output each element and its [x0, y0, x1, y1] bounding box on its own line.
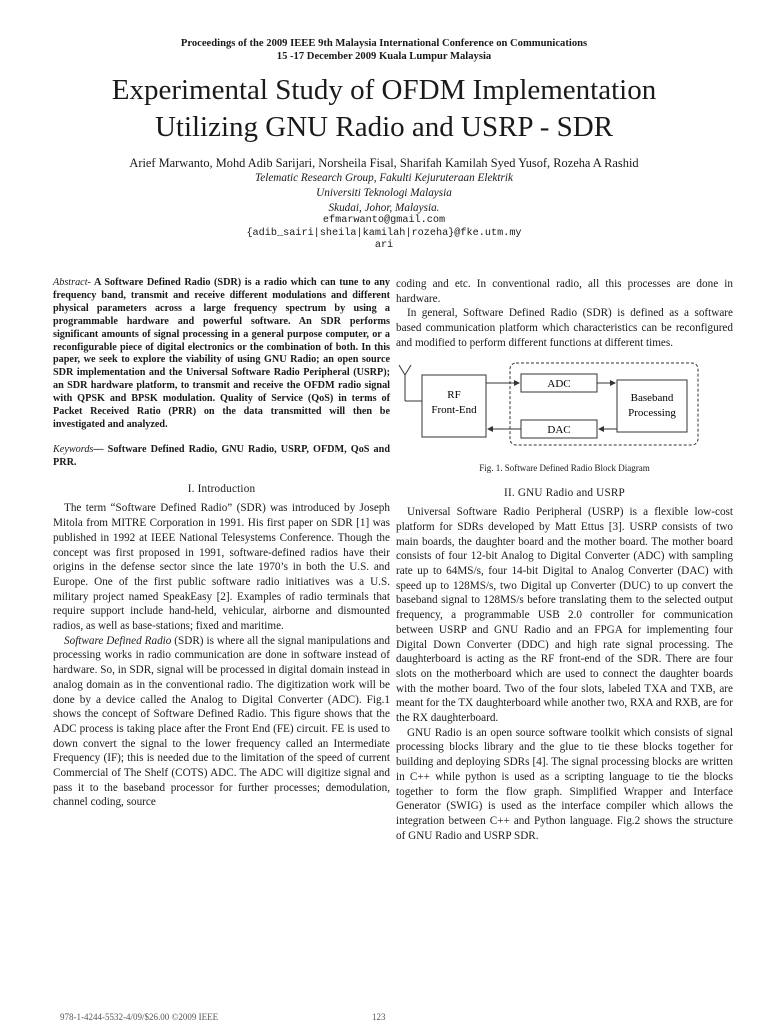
- baseband-label: Baseband: [630, 391, 674, 404]
- adc-label: ADC: [547, 377, 571, 390]
- proceedings-line-1: Proceedings of the 2009 IEEE 9th Malaysia International Conference on Communications: [180, 38, 588, 49]
- intro-paragraph-1: The term “Software Defined Radio” (SDR) was introduced by Joseph Mitola from MITRE Corporation in 1991. His first paper on SDR [1] was published in 1992 at IEEE National Telesystems Conference. Though the concept was first proposed in 1991, software-defined radios have their origins in the defense sector since the late 1970’s in both the U.S. and Europe. One of the first public software radio initiatives was a U.S. military project named SpeakEasy [2]. Examples of radio terminals that require support include hand-held, vehicular, airborne and dismounted radios, as well as base-stations; fixed and maritime.: [53, 502, 390, 633]
- continued-paragraph: coding and etc. In conventional radio, all this processes are done in hardware.: [396, 278, 733, 305]
- usrp-paragraph: Universal Software Radio Peripheral (USRP) is a flexible low-cost platform for SDRs developed by Matt Ettus [3]. USRP consists of two main boards, the daughter board and the mother board. The mother board consists of four 12-bit Analog to Digital Converter (ADC) with sampling rate up to 64MS/s, four 14-bit Digital to Analog Converter (DAC) with speed up to 128MS/s, two Digital up Converter (DUC) to up convert the baseband signal to 128MS/s before translating them to the selected output frequency, a programmable USB 2.0 controller for communication between USRP and GNU Radio and an FPGA for implementing four Digital Down Converter (DDC) and high rate signal processing. The daughterboard is acting as the RF front-end of the SDR. There are four slots on the motherboard which are used to connect the daughter boards with the mother board. Two of the four slots, labeled TXA and TXB, are meant for the TX daughterboard while another two, RXA and RXB, are for the RX daughterboard.: [396, 506, 733, 725]
- sdr-term-italic: Software Defined Radio: [64, 634, 172, 647]
- keywords-text: — Software Defined Radio, GNU Radio, USRP, OFDM, QoS and PRR.: [53, 443, 390, 468]
- keywords: [53, 444, 390, 470]
- title-line-1: Experimental Study of OFDM Implementation: [111, 74, 657, 106]
- affiliation-line-3: Skudai, Johor, Malaysia.: [328, 202, 440, 214]
- sdr-definition-paragraph: In general, Software Defined Radio (SDR) is defined as a software based communication platform which characteristics can be reconfigured and modified to perform different functions at different times.: [396, 307, 733, 349]
- affiliation: [0, 171, 768, 216]
- section-heading-introduction: I. Introduction: [187, 482, 256, 495]
- right-column: [396, 277, 733, 843]
- abstract-text: A Software Defined Radio (SDR) is a radio which can tune to any frequency band, transmit and receive different modulations and different physical parameters across a large frequency spectrum by using a programmable hardware and powerful software. An SDR performs significant amounts of signal processing in a general purpose computer, or a reconfigurable piece of digital electronics or the combination of both. In this paper, we seek to explore the viability of using GNU Radio; an open source SDR implementation and the Universal Software Radio Peripheral (USRP); an SDR hardware platform, to transmit and receive the OFDM radio signal with QPSK and BPSK modulation. Quality of Service (QoS) in terms of Packet Received Ratio (PRR) on the data transmitted will then be investigated and analyzed.: [53, 277, 390, 430]
- author-list: Arief Marwanto, Mohd Adib Sarijari, Norsheila Fisal, Sharifah Kamilah Syed Yusof, Rozeha A Rashid: [129, 156, 639, 170]
- intro-paragraph-2: [53, 634, 390, 810]
- section-heading-gnu-radio-usrp: II. GNU Radio and USRP: [504, 486, 625, 499]
- dac-label: DAC: [547, 423, 571, 436]
- paper-title: [0, 72, 768, 146]
- baseband-processing-block: [617, 380, 687, 432]
- gnu-radio-paragraph: GNU Radio is an open source software toolkit which consists of signal processing blocks library and the glue to tie these blocks together for building and deploying SDRs [4]. The signal processing blocks are written in C++ while python is used as a scripting language to tie the blocks together to form the flow graph. Simplified Wrapper and Interface Generator (SWIG) is used as the interface compiler which allows the integration between C++ and Python language. Fig.2 shows the structure of GNU Radio and USRP SDR.: [396, 726, 733, 842]
- abstract: [53, 277, 390, 432]
- front-end-label: Front-End: [431, 403, 477, 416]
- intro-paragraph-2-text: (SDR) is where all the signal manipulations and processing works in radio communication are done in software instead of hardware. So, in SDR, signal will be processed in digital domain instead in analog domain as in the conventional radio. The digitization work will be done by a device called the Analog to Digital Converter (ADC). Fig.1 shows the concept of Software Defined Radio. This figure shows that the ADC process is taking place after the Front End (FE) circuit. FE is used to down convert the signal to the lower frequency called an Intermediate Frequency (IF); this is needed due to the limitation of the speed of current Commercial of The Shelf (COTS) ADC. The ADC will digitize signal and pass it to the baseband processor for further processes; demodulation, channel coding, source: [53, 634, 390, 809]
- title-line-2: Utilizing GNU Radio and USRP - SDR: [154, 111, 614, 143]
- proceedings-line-2: 15 -17 December 2009 Kuala Lumpur Malaysia: [276, 50, 492, 62]
- rf-label: RF: [447, 388, 461, 401]
- email-line-1: efmarwanto@gmail.com: [322, 215, 446, 226]
- proceedings-header: [0, 38, 768, 63]
- abstract-label: Abstract-: [53, 277, 91, 288]
- figure-1-caption: Fig. 1. Software Defined Radio Block Diagram: [479, 462, 650, 473]
- left-column: [53, 277, 390, 810]
- keywords-label: Keywords: [53, 443, 94, 455]
- footer-isbn: 978-1-4244-5532-4/09/$26.00 ©2009 IEEE: [60, 1012, 219, 1022]
- affiliation-line-1: Telematic Research Group, Fakulti Kejuruteraan Elektrik: [255, 172, 513, 184]
- email-line-2: {adib_sairi|sheila|kamilah|rozeha}@fke.utm.my: [246, 227, 522, 239]
- figure-1-block-diagram: [396, 361, 733, 455]
- email-line-3: ari: [374, 240, 394, 251]
- author-emails: [0, 215, 768, 253]
- antenna-icon: [399, 365, 422, 401]
- affiliation-line-2: Universiti Teknologi Malaysia: [316, 187, 452, 199]
- processing-label: Processing: [628, 406, 676, 419]
- block-diagram-svg: [396, 361, 733, 455]
- footer-page-number: 123: [372, 1012, 386, 1022]
